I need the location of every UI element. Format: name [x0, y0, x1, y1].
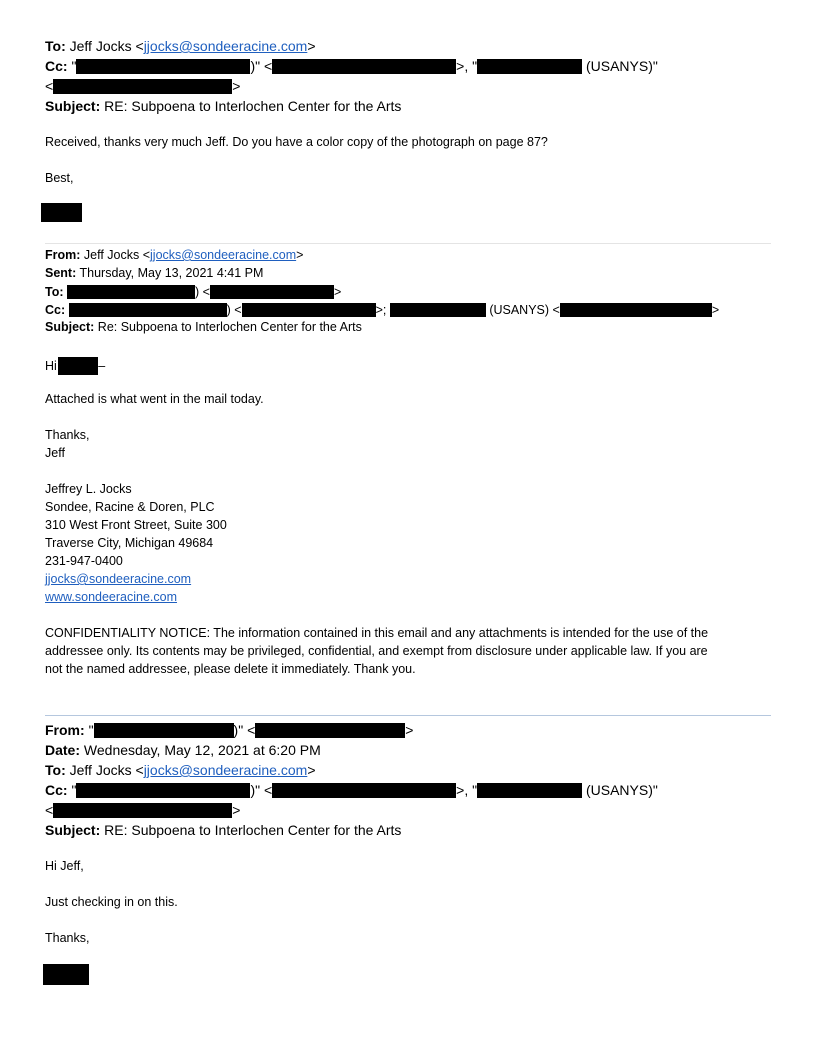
confidentiality-notice-2: addressee only. Its contents may be privileged, confidential, and exempt from disclosure under applicable law. If you are	[45, 644, 708, 658]
cc-close: >	[232, 802, 241, 818]
greeting-text: Hi	[45, 359, 57, 373]
msg1-cc-line	[45, 59, 658, 74]
from-name: Jeff Jocks <	[83, 248, 151, 262]
redaction-block	[53, 803, 232, 818]
signature-street: 310 West Front Street, Suite 300	[45, 518, 227, 532]
cc-quote: "	[71, 782, 77, 798]
msg2-body: Attached is what went in the mail today.	[45, 392, 264, 406]
to-close: >	[307, 762, 316, 778]
redaction-block	[53, 79, 232, 94]
redaction-block	[560, 303, 712, 317]
msg2-to-line	[45, 285, 341, 299]
cc-open: <	[45, 78, 54, 94]
to-email-link[interactable]: jjocks@sondeeracine.com	[143, 38, 308, 54]
redaction-block	[242, 303, 376, 317]
msg3-cc-line-2	[45, 803, 240, 818]
cc-sep: ) <	[226, 303, 242, 317]
from-label: From:	[45, 722, 85, 738]
cc-org: (USANYS) <	[485, 303, 560, 317]
redaction-block	[477, 59, 582, 74]
to-label: To:	[45, 285, 64, 299]
msg3-cc-line	[45, 783, 658, 798]
redaction-block	[67, 285, 195, 299]
signature-web-link[interactable]: www.sondeeracine.com	[45, 590, 178, 604]
cc-label: Cc:	[45, 58, 68, 74]
from-label: From:	[45, 248, 81, 262]
cc-org: (USANYS)"	[582, 782, 658, 798]
redaction-block	[272, 783, 456, 798]
cc-quote: "	[71, 58, 77, 74]
msg1-body: Received, thanks very much Jeff. Do you have a color copy of the photograph on page 87?	[45, 135, 548, 149]
cc-sep: >;	[375, 303, 387, 317]
msg3-body: Just checking in on this.	[45, 895, 178, 909]
msg2-thanks: Thanks,	[45, 428, 90, 442]
msg2-cc-line	[45, 303, 719, 317]
cc-label: Cc:	[45, 303, 66, 317]
msg3-greeting: Hi Jeff,	[45, 859, 84, 873]
redaction-block	[76, 783, 250, 798]
msg1-subject-line	[45, 99, 401, 113]
cc-sep: >, "	[456, 782, 478, 798]
confidentiality-notice-1: CONFIDENTIALITY NOTICE: The information contained in this email and any attachments is intended for the use of the	[45, 626, 709, 640]
subject-label: Subject:	[45, 320, 95, 334]
to-email-link[interactable]: jjocks@sondeeracine.com	[143, 762, 308, 778]
msg2-greeting	[45, 357, 105, 375]
signature-email-link[interactable]: jjocks@sondeeracine.com	[45, 572, 192, 586]
greeting-dash: –	[98, 359, 106, 373]
msg1-signoff: Best,	[45, 171, 74, 185]
subject-label: Subject:	[45, 98, 101, 114]
to-label: To:	[45, 762, 66, 778]
cc-sep: )" <	[250, 58, 273, 74]
cc-sep: >, "	[456, 58, 478, 74]
redaction-block	[58, 357, 98, 375]
signature-name: Jeffrey L. Jocks	[45, 482, 132, 496]
separator-rule	[45, 715, 771, 716]
from-quote: "	[88, 722, 94, 738]
redaction-block	[76, 59, 250, 74]
msg2-sent-line	[45, 267, 263, 280]
msg3-date-line	[45, 743, 321, 757]
msg3-to-line	[45, 763, 316, 777]
msg1-to-line	[45, 39, 316, 53]
to-close: >	[307, 38, 316, 54]
subject-text: RE: Subpoena to Interlochen Center for the Arts	[104, 98, 402, 114]
subject-label: Subject:	[45, 822, 101, 838]
cc-open: <	[45, 802, 54, 818]
date-text: Wednesday, May 12, 2021 at 6:20 PM	[83, 742, 321, 758]
redaction-block	[94, 723, 234, 738]
separator-rule	[45, 243, 771, 244]
msg3-from-line	[45, 723, 413, 738]
signature-city: Traverse City, Michigan 49684	[45, 536, 214, 550]
to-name: Jeff Jocks <	[69, 38, 144, 54]
redaction-block	[477, 783, 582, 798]
from-sep: )" <	[233, 722, 256, 738]
to-sep: ) <	[195, 285, 210, 299]
subject-text: RE: Subpoena to Interlochen Center for the Arts	[104, 822, 402, 838]
from-close: >	[405, 722, 414, 738]
subject-text: Re: Subpoena to Interlochen Center for the Arts	[97, 320, 362, 334]
msg2-sign: Jeff	[45, 446, 65, 460]
to-name: Jeff Jocks <	[69, 762, 144, 778]
cc-close: >	[232, 78, 241, 94]
confidentiality-notice-3: not the named addressee, please delete it immediately. Thank you.	[45, 662, 416, 676]
sent-label: Sent:	[45, 266, 77, 280]
signature-redaction	[43, 964, 89, 985]
cc-org: (USANYS)"	[582, 58, 658, 74]
redaction-block	[390, 303, 486, 317]
msg1-cc-line-2	[45, 79, 240, 94]
msg3-subject-line	[45, 823, 401, 837]
redaction-block	[272, 59, 456, 74]
cc-close: >	[711, 303, 720, 317]
date-label: Date:	[45, 742, 81, 758]
from-email-link[interactable]: jjocks@sondeeracine.com	[150, 248, 297, 262]
sent-date: Thursday, May 13, 2021 4:41 PM	[79, 266, 264, 280]
msg3-thanks: Thanks,	[45, 931, 90, 945]
cc-label: Cc:	[45, 782, 68, 798]
to-close: >	[333, 285, 342, 299]
signature-firm: Sondee, Racine & Doren, PLC	[45, 500, 215, 514]
redaction-block	[69, 303, 227, 317]
cc-sep: )" <	[250, 782, 273, 798]
signature-redaction	[41, 203, 82, 222]
msg2-subject-line	[45, 321, 362, 334]
to-label: To:	[45, 38, 66, 54]
redaction-block	[210, 285, 334, 299]
msg2-from-line	[45, 249, 303, 262]
signature-phone: 231-947-0400	[45, 554, 123, 568]
redaction-block	[255, 723, 405, 738]
from-close: >	[296, 248, 304, 262]
